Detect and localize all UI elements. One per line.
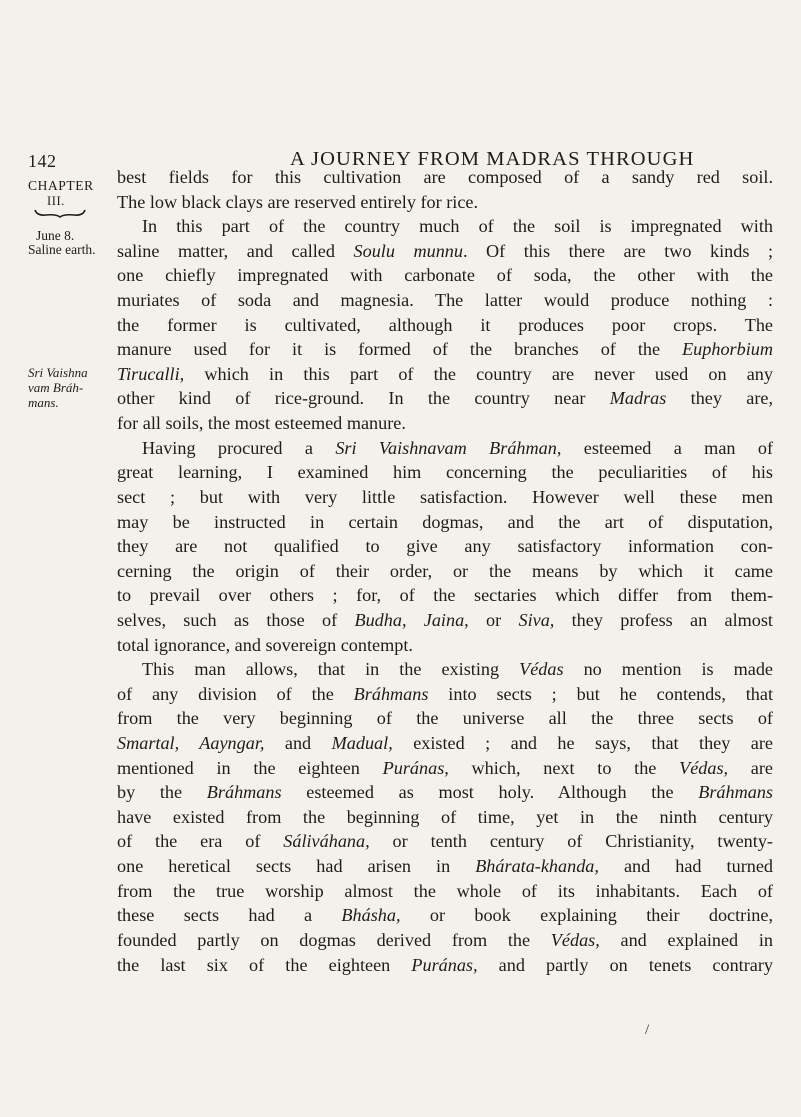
chapter-word: CHAPTER — [28, 178, 94, 193]
text-line — [117, 165, 773, 190]
text-line — [117, 190, 773, 215]
text-run: which in this part of the country are never used on any — [184, 363, 773, 384]
text-run: muriates of soda and magnesia. The latter would produce nothing : — [117, 290, 773, 311]
italic-term: Soulu munnu — [353, 240, 463, 261]
text-line — [117, 780, 773, 805]
text-run: they are not qualified to give any satisfactory information con- — [117, 536, 773, 557]
sidenote-date: June 8. — [36, 228, 75, 243]
text-line — [117, 583, 773, 608]
text-line — [117, 706, 773, 731]
italic-term: Smartal, Aayngar, — [117, 733, 265, 754]
text-line — [117, 460, 773, 485]
text-run: and — [264, 733, 332, 754]
text-run: mentioned in the eighteen — [117, 757, 383, 778]
italic-term: Madras — [609, 388, 667, 409]
italic-term: Euphorbium — [682, 339, 773, 360]
text-line — [117, 534, 773, 559]
text-run: one chiefly impregnated with carbonate of soda, the other with the — [117, 265, 773, 286]
text-run: one heretical sects had arisen in — [117, 856, 476, 877]
text-line — [117, 239, 773, 264]
text-run: manure used for it is formed of the branches of the — [117, 339, 683, 360]
text-line — [117, 879, 773, 904]
text-run: they are, — [666, 388, 773, 409]
text-line — [117, 682, 773, 707]
italic-term: Siva, — [518, 609, 555, 630]
italic-term: Puránas, — [411, 954, 478, 975]
italic-term: Védas — [519, 659, 564, 680]
text-line — [117, 731, 773, 756]
italic-term: Tirucalli, — [117, 363, 185, 384]
page-number: 142 — [28, 151, 57, 171]
sidenote-line: Sri Vaishna — [28, 365, 88, 380]
sidenote-topic: Saline earth. — [28, 242, 96, 257]
sidenote-sri-vaishnavam — [28, 365, 98, 410]
text-line — [117, 288, 773, 313]
text-run: to prevail over others ; for, of the sectaries which differ from them- — [117, 585, 773, 606]
text-line — [117, 263, 773, 288]
text-run: they profess an almost — [554, 609, 773, 630]
text-line — [117, 854, 773, 879]
text-run: . Of this there are two kinds ; — [462, 240, 773, 261]
text-run: best fields for this cultivation are composed of a sandy red soil. — [117, 167, 773, 187]
chapter-number: III. — [47, 194, 66, 208]
italic-term: Védas, — [679, 757, 729, 778]
italic-term: Madual, — [331, 733, 393, 754]
text-run: selves, such as those of — [117, 609, 355, 630]
text-run: saline matter, and called — [117, 240, 354, 261]
text-run: from the very beginning of the universe all the three sects of — [117, 708, 773, 729]
text-run: into sects ; but he contends, that — [428, 683, 774, 704]
text-run: are — [728, 757, 773, 778]
text-run: no mention is made — [563, 659, 773, 680]
text-run: of any division of the — [117, 683, 354, 704]
text-run: other kind of rice-ground. In the country near — [117, 388, 610, 409]
text-line — [117, 559, 773, 584]
text-line — [117, 337, 773, 362]
italic-term: Bráhmans — [698, 782, 773, 803]
text-line — [117, 928, 773, 953]
text-line — [117, 657, 773, 682]
italic-term: Bráhmans — [206, 782, 282, 803]
text-line — [117, 386, 773, 411]
text-run: Having procured a — [142, 437, 336, 458]
text-run: have existed from the beginning of time, yet in the ninth century — [117, 806, 773, 827]
italic-term: Bhárata-khanda, — [475, 856, 599, 877]
running-title: A JOURNEY FROM MADRAS THROUGH — [290, 148, 695, 170]
text-line — [117, 829, 773, 854]
italic-term: Védas, — [550, 929, 600, 950]
text-run: and partly on tenets contrary — [477, 954, 773, 975]
italic-term: Sri Vaishnavam Bráhman, — [335, 437, 562, 458]
text-run: esteemed a man of — [561, 437, 773, 458]
text-run: may be instructed in certain dogmas, and the art of disputation, — [117, 511, 773, 532]
text-line — [117, 633, 773, 658]
sidenote-saline-earth — [28, 229, 98, 257]
body-text — [117, 165, 773, 977]
text-line — [117, 436, 773, 461]
text-run: existed ; and he says, that they are — [392, 733, 774, 754]
ornamental-brace — [34, 208, 86, 218]
italic-term: Puránas, — [382, 757, 449, 778]
text-run: cerning the origin of their order, or the means by which it came — [117, 560, 773, 581]
text-run: of the era of — [117, 831, 284, 852]
text-run: or book explaining their doctrine, — [400, 905, 773, 926]
text-line — [117, 756, 773, 781]
text-run: and explained in — [599, 929, 773, 950]
italic-term: Bhásha, — [341, 905, 401, 926]
text-run: This man allows, that in the existing — [142, 659, 520, 680]
stray-mark: / — [645, 1022, 650, 1038]
text-run: or tenth century of Christianity, twenty- — [369, 831, 773, 852]
sidenote-line: mans. — [28, 395, 59, 410]
text-run: these sects had a — [117, 905, 342, 926]
text-run: which, next to the — [448, 757, 680, 778]
text-run: esteemed as most holy. Although the — [281, 782, 699, 803]
text-run: In this part of the country much of the soil is impregnated with — [142, 216, 773, 237]
text-line — [117, 903, 773, 928]
text-run: from the true worship almost the whole of its inhabitants. Each of — [117, 880, 773, 901]
sidenote-line: vam Bráh- — [28, 380, 84, 395]
text-line — [117, 313, 773, 338]
text-run: the former is cultivated, although it produces poor crops. The — [117, 314, 773, 335]
text-line — [117, 805, 773, 830]
text-line — [117, 411, 773, 436]
text-line — [117, 953, 773, 978]
text-run: founded partly on dogmas derived from the — [117, 929, 551, 950]
text-line — [117, 485, 773, 510]
text-line — [117, 362, 773, 387]
text-line — [117, 214, 773, 239]
italic-term: Budha, Jaina, — [354, 609, 469, 630]
text-run: The low black clays are reserved entirely for rice. — [117, 191, 479, 212]
chapter-label — [28, 178, 98, 218]
italic-term: Sáliváhana, — [283, 831, 370, 852]
text-run: the last six of the eighteen — [117, 954, 412, 975]
text-run: great learning, I examined him concerning the peculiarities of his — [117, 462, 773, 483]
text-line — [117, 608, 773, 633]
text-run: total ignorance, and sovereign contempt. — [117, 634, 413, 655]
text-line — [117, 510, 773, 535]
text-run: sect ; but with very little satisfaction. However well these men — [117, 486, 773, 507]
text-run: or — [468, 609, 519, 630]
text-run: and had turned — [598, 856, 774, 877]
text-run: by the — [117, 782, 207, 803]
text-run: for all soils, the most esteemed manure. — [117, 413, 406, 434]
italic-term: Bráhmans — [353, 683, 429, 704]
